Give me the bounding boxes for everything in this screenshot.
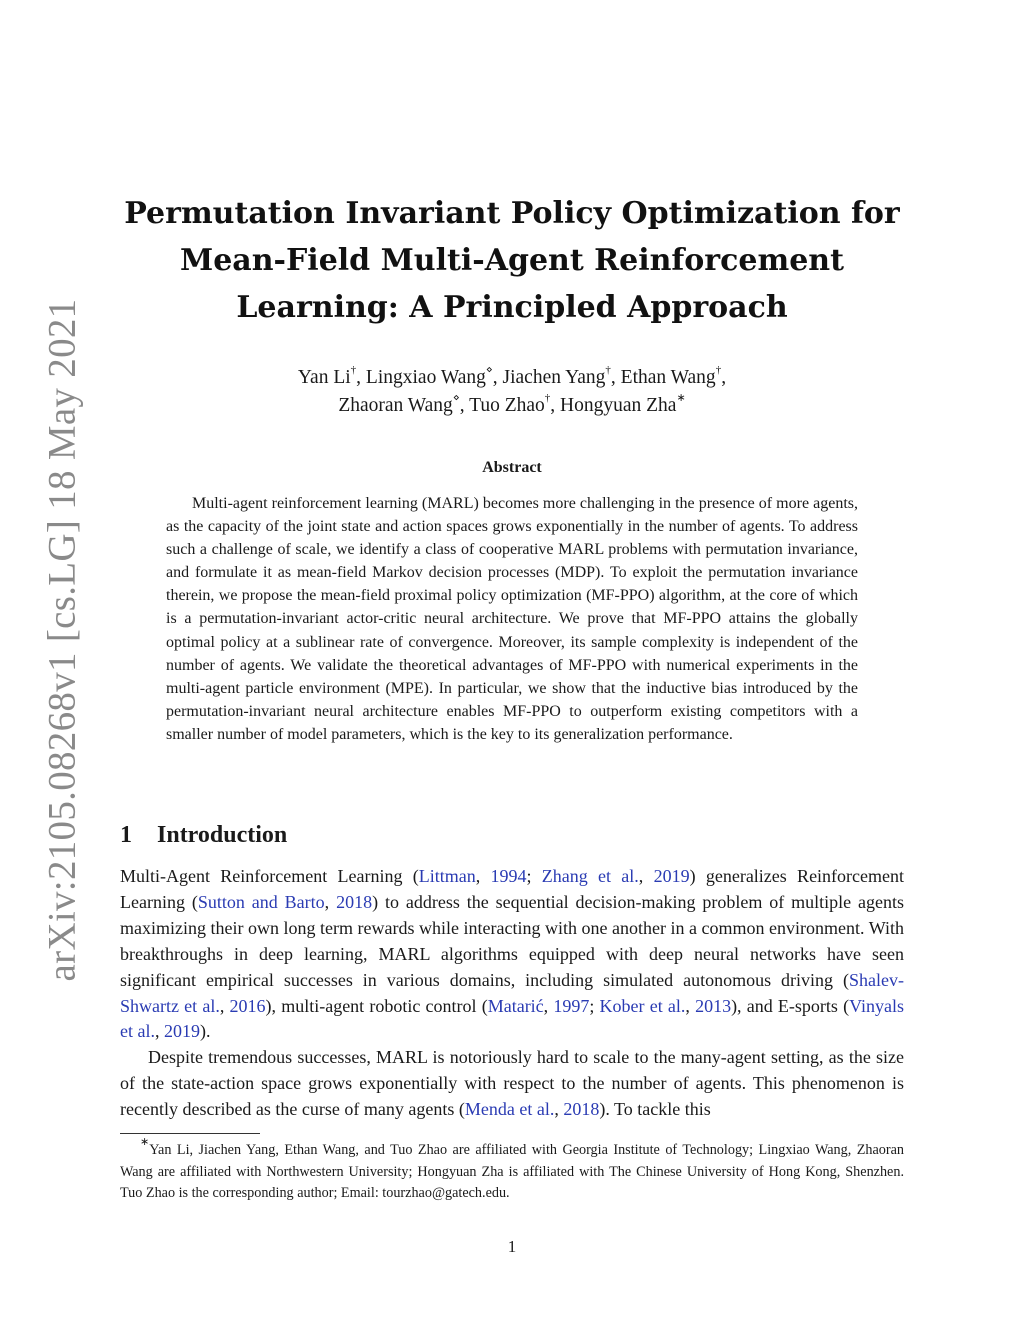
text-run: Multi-Agent Reinforcement Learning (	[120, 866, 419, 886]
title-line-3: Learning: A Principled Approach	[236, 290, 788, 325]
title-line-1: Permutation Invariant Policy Optimization for	[124, 196, 900, 231]
arxiv-identifier-stamp: arXiv:2105.08268v1 [cs.LG] 18 May 2021	[40, 298, 84, 982]
author-name: , Ethan Wang	[610, 367, 716, 388]
affiliation-mark: ⋄	[452, 391, 460, 404]
text-run: ,	[685, 995, 696, 1016]
affiliation-mark: †	[350, 363, 357, 376]
title-line-2: Mean-Field Multi-Agent Reinforcement	[180, 243, 844, 278]
text-run: ), and E-sports (	[731, 995, 850, 1016]
intro-paragraph-1	[120, 864, 904, 1045]
affiliation-mark: ⋄	[485, 363, 493, 376]
author-name: Yan Li	[297, 367, 351, 388]
text-run: ,	[543, 995, 554, 1016]
citation-link[interactable]: 2019	[163, 1021, 200, 1042]
text-run: ,	[554, 1099, 564, 1120]
author-separator: ,	[721, 367, 727, 388]
author-name: , Jiachen Yang	[492, 367, 606, 388]
text-run: ). To tackle this	[599, 1099, 711, 1120]
text-run: ,	[219, 995, 230, 1016]
citation-link[interactable]: Sutton and Barto	[197, 891, 325, 912]
text-run: ), multi-agent robotic control (	[265, 995, 488, 1016]
introduction-body	[120, 864, 904, 1123]
author-name: , Hongyuan Zha	[550, 395, 677, 416]
author-name: Zhaoran Wang	[338, 395, 453, 416]
citation-link[interactable]: 2016	[229, 995, 266, 1016]
citation-link[interactable]: 1997	[553, 995, 590, 1016]
footnote-text	[120, 1136, 904, 1205]
text-run: ,	[154, 1021, 164, 1042]
text-run: ) to address the sequential decision-making problem of multiple agents maximizing their own long term rewards while interacting with one another in a common environment. With breakthroughs in deep learning, MARL algorithms equipped with deep neural networks have seen significant empirical successes in various domains, including simulated autonomous driving (	[120, 891, 905, 990]
affiliation-mark: ∗	[676, 391, 686, 404]
text-run: ,	[475, 866, 491, 886]
affiliation-mark: †	[605, 363, 611, 376]
citation-link[interactable]: Kober et al.	[599, 995, 686, 1016]
text-run: ,	[638, 866, 654, 886]
citation-link[interactable]: Zhang et al.	[541, 866, 639, 886]
section-title: Introduction	[157, 822, 288, 848]
text-run: ,	[324, 891, 337, 912]
citation-link[interactable]: Matarić	[487, 995, 544, 1016]
text-run: ) generalizes Reinforcement Learning (	[120, 866, 905, 912]
footnote-marker: ∗	[140, 1136, 150, 1149]
citation-link[interactable]: 2018	[336, 891, 373, 912]
text-run: ;	[589, 995, 600, 1016]
author-name: , Lingxiao Wang	[356, 367, 486, 388]
author-line-1	[120, 364, 904, 392]
affiliation-mark: †	[544, 391, 551, 404]
citation-link[interactable]: Vinyals et al.	[120, 995, 905, 1042]
abstract-paragraph: Multi-agent reinforcement learning (MARL) becomes more challenging in the presence of more agents, as the capacity of the joint state and action spaces grows exponentially in the number of agents. To address such a challenge of scale, we identify a class of cooperative MARL problems with permutation invariance, and formulate it as mean-field Markov decision processes (MDP). To exploit the permutation invariance therein, we propose the mean-field proximal policy optimization (MF-PPO) algorithm, at the core of which is a permutation-invariant actor-critic neural architecture. We prove that MF-PPO attains the globally optimal policy at a sublinear rate of convergence. Moreover, its sample complexity is independent of the number of agents. We validate the theoretical advantages of MF-PPO with numerical experiments in the multi-agent particle environment (MPE). In particular, we show that the inductive bias introduced by the permutation-invariant neural architecture enables MF-PPO to outperform existing competitors with a smaller number of model parameters, which is the key to its generalization performance.	[166, 495, 858, 743]
citation-link[interactable]: Littman	[418, 866, 476, 886]
footnote-divider	[120, 1133, 260, 1134]
intro-paragraph-2	[120, 1045, 904, 1123]
abstract-body	[166, 492, 858, 746]
text-run: Despite tremendous successes, MARL is notoriously hard to scale to the many-agent setting, as the size of the state-action space grows exponentially with respect to the number of agents. This phenomenon is recently described as the curse of many agents (	[120, 1047, 904, 1120]
author-name: , Tuo Zhao	[459, 395, 545, 416]
section-heading-introduction	[120, 822, 287, 849]
text-run: ;	[526, 866, 542, 886]
footnote	[120, 1136, 904, 1205]
citation-link[interactable]: 1994	[490, 866, 527, 886]
citation-link[interactable]: 2018	[563, 1099, 600, 1120]
citation-link[interactable]: 2019	[653, 866, 690, 886]
affiliation-mark: †	[715, 363, 722, 376]
section-number: 1	[120, 822, 132, 848]
citation-link[interactable]: Menda et al.	[464, 1099, 555, 1120]
author-list	[120, 364, 904, 420]
citation-link[interactable]: Shalev-Shwartz et al.	[120, 969, 904, 1016]
author-line-2	[120, 392, 904, 420]
page-number: 1	[507, 1237, 517, 1256]
abstract-heading: Abstract	[482, 459, 542, 476]
citation-link[interactable]: 2013	[695, 995, 732, 1016]
text-run: ).	[199, 1021, 211, 1042]
paper-title	[120, 190, 904, 331]
footnote-body: Yan Li, Jiachen Yang, Ethan Wang, and Tuo Zhao are affiliated with Georgia Institute of Technology; Lingxiao Wang, Zhaoran Wang are affiliated with Northwestern University; Hongyuan Zha is affiliated with The Chinese University of Hong Kong, Shenzhen. Tuo Zhao is the corresponding author; Email: tourzhao@gatech.edu.	[120, 1142, 904, 1201]
